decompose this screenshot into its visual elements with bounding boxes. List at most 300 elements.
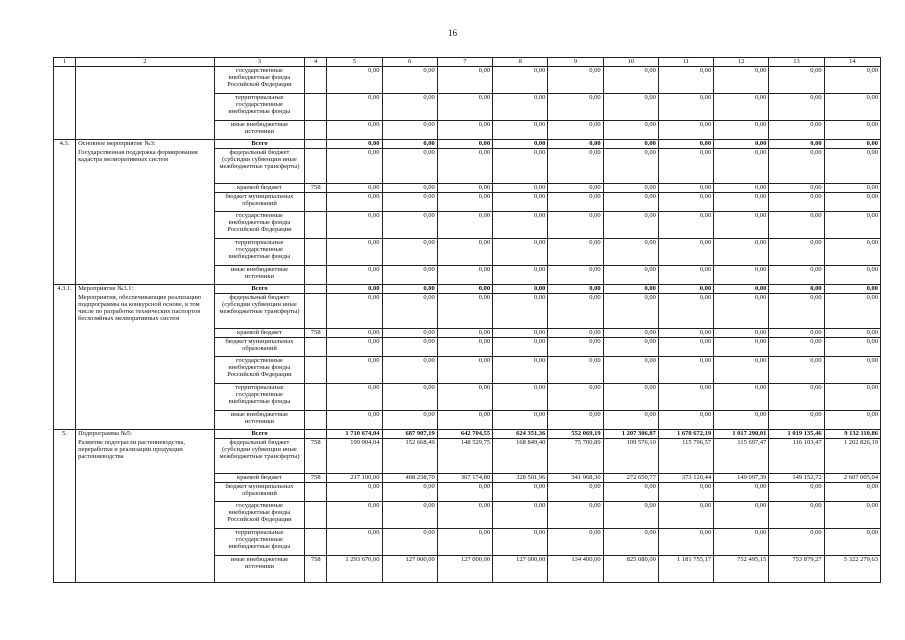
budget-code (305, 384, 327, 411)
value-col-11: 1 181 755,17 (658, 556, 713, 583)
value-col-7: 0,00 (437, 94, 492, 121)
row-number (54, 266, 76, 285)
value-col-14: 0,00 (824, 239, 880, 266)
row-number: 4.3.1. (54, 285, 76, 294)
budget-code (305, 149, 327, 184)
value-col-6: 0,00 (382, 184, 437, 193)
value-col-10: 0,00 (603, 94, 658, 121)
value-col-5: 0,00 (327, 411, 382, 430)
budget-code (305, 239, 327, 266)
value-col-12: 0,00 (714, 121, 769, 140)
table-row (54, 121, 881, 140)
value-col-11: 0,00 (658, 285, 713, 294)
table-row (54, 149, 881, 184)
value-col-6: 0,00 (382, 212, 437, 239)
row-name (76, 483, 215, 502)
value-col-11: 0,00 (658, 149, 713, 184)
budget-code (305, 430, 327, 439)
value-col-6: 687 907,19 (382, 430, 437, 439)
table-row (54, 294, 881, 329)
value-col-10: 0,00 (603, 483, 658, 502)
row-number (54, 483, 76, 502)
budget-code (305, 121, 327, 140)
value-col-6: 0,00 (382, 294, 437, 329)
value-col-5: 0,00 (327, 239, 382, 266)
value-col-8: 0,00 (493, 94, 548, 121)
value-col-9: 0,00 (548, 384, 603, 411)
row-number (54, 193, 76, 212)
row-number (54, 474, 76, 483)
row-number (54, 149, 76, 184)
value-col-8: 0,00 (493, 411, 548, 430)
value-col-8: 0,00 (493, 149, 548, 184)
value-col-6: 0,00 (382, 483, 437, 502)
row-name (76, 239, 215, 266)
value-col-14: 0,00 (824, 483, 880, 502)
value-col-13: 1 019 135,46 (769, 430, 824, 439)
value-col-9: 552 069,19 (548, 430, 603, 439)
value-col-14: 2 607 005,04 (824, 474, 880, 483)
value-col-14: 0,00 (824, 338, 880, 357)
funding-source: Всего (214, 430, 304, 439)
row-name (76, 184, 215, 193)
value-col-13: 0,00 (769, 329, 824, 338)
header-col-12: 12 (714, 58, 769, 67)
value-col-13: 0,00 (769, 94, 824, 121)
value-col-8: 0,00 (493, 140, 548, 149)
row-name (76, 556, 215, 583)
value-col-5: 0,00 (327, 193, 382, 212)
funding-source: территориальные государственные внебюджетные фонды (214, 529, 304, 556)
value-col-5: 0,00 (327, 94, 382, 121)
value-col-13: 753 879,27 (769, 556, 824, 583)
value-col-5: 0,00 (327, 285, 382, 294)
table-row (54, 439, 881, 474)
header-col-3: 3 (214, 58, 304, 67)
value-col-6: 0,00 (382, 338, 437, 357)
row-number (54, 94, 76, 121)
value-col-7: 0,00 (437, 384, 492, 411)
budget-code (305, 357, 327, 384)
value-col-13: 0,00 (769, 338, 824, 357)
value-col-12: 0,00 (714, 529, 769, 556)
value-col-12: 1 017 290,01 (714, 430, 769, 439)
table-row (54, 212, 881, 239)
value-col-5: 0,00 (327, 266, 382, 285)
value-col-11: 0,00 (658, 338, 713, 357)
value-col-12: 0,00 (714, 329, 769, 338)
value-col-14: 0,00 (824, 384, 880, 411)
value-col-5: 217 100,00 (327, 474, 382, 483)
value-col-14: 0,00 (824, 121, 880, 140)
header-col-14: 14 (824, 58, 880, 67)
value-col-14: 1 202 826,19 (824, 439, 880, 474)
value-col-14: 0,00 (824, 140, 880, 149)
table-body (54, 67, 881, 583)
value-col-5: 0,00 (327, 212, 382, 239)
value-col-9: 0,00 (548, 502, 603, 529)
value-col-7: 0,00 (437, 140, 492, 149)
row-number (54, 529, 76, 556)
value-col-14: 0,00 (824, 357, 880, 384)
funding-source: территориальные государственные внебюджетные фонды (214, 384, 304, 411)
value-col-8: 328 501,96 (493, 474, 548, 483)
budget-code (305, 193, 327, 212)
row-number (54, 338, 76, 357)
value-col-12: 0,00 (714, 483, 769, 502)
value-col-12: 0,00 (714, 285, 769, 294)
funding-source: бюджет муниципальных образований (214, 193, 304, 212)
value-col-10: 0,00 (603, 294, 658, 329)
value-col-7: 0,00 (437, 184, 492, 193)
value-col-9: 0,00 (548, 184, 603, 193)
value-col-8: 0,00 (493, 67, 548, 94)
value-col-6: 0,00 (382, 384, 437, 411)
value-col-5: 0,00 (327, 483, 382, 502)
header-col-2: 2 (76, 58, 215, 67)
value-col-9: 0,00 (548, 329, 603, 338)
value-col-9: 0,00 (548, 140, 603, 149)
row-name (76, 121, 215, 140)
row-number (54, 502, 76, 529)
value-col-8: 0,00 (493, 184, 548, 193)
value-col-7: 0,00 (437, 411, 492, 430)
row-number (54, 357, 76, 384)
value-col-14: 0,00 (824, 329, 880, 338)
value-col-10: 0,00 (603, 338, 658, 357)
row-number (54, 184, 76, 193)
value-col-9: 0,00 (548, 149, 603, 184)
value-col-14: 0,00 (824, 285, 880, 294)
value-col-13: 0,00 (769, 121, 824, 140)
value-col-11: 0,00 (658, 140, 713, 149)
header-col-6: 6 (382, 58, 437, 67)
value-col-14: 5 322 279,63 (824, 556, 880, 583)
value-col-6: 0,00 (382, 239, 437, 266)
value-col-13: 0,00 (769, 193, 824, 212)
value-col-13: 0,00 (769, 266, 824, 285)
value-col-5: 199 904,04 (327, 439, 382, 474)
budget-code (305, 94, 327, 121)
value-col-12: 0,00 (714, 140, 769, 149)
value-col-7: 0,00 (437, 338, 492, 357)
header-col-8: 8 (493, 58, 548, 67)
value-col-7: 0,00 (437, 502, 492, 529)
value-col-10: 109 576,10 (603, 439, 658, 474)
value-col-7: 0,00 (437, 266, 492, 285)
value-col-9: 0,00 (548, 294, 603, 329)
value-col-8: 0,00 (493, 502, 548, 529)
budget-code: 758 (305, 556, 327, 583)
value-col-14: 0,00 (824, 193, 880, 212)
row-number (54, 384, 76, 411)
table-row (54, 94, 881, 121)
funding-source: Всего (214, 140, 304, 149)
value-col-13: 0,00 (769, 384, 824, 411)
value-col-7: 0,00 (437, 212, 492, 239)
value-col-13: 0,00 (769, 212, 824, 239)
value-col-8: 624 351,36 (493, 430, 548, 439)
value-col-9: 0,00 (548, 212, 603, 239)
value-col-10: 0,00 (603, 384, 658, 411)
value-col-12: 0,00 (714, 184, 769, 193)
value-col-7: 0,00 (437, 357, 492, 384)
table-row (54, 411, 881, 430)
funding-source: государственные внебюджетные фонды Российской Федерации (214, 357, 304, 384)
row-number (54, 121, 76, 140)
value-col-5: 0,00 (327, 149, 382, 184)
budget-code (305, 338, 327, 357)
value-col-5: 0,00 (327, 384, 382, 411)
value-col-8: 127 000,00 (493, 556, 548, 583)
value-col-6: 0,00 (382, 329, 437, 338)
value-col-9: 0,00 (548, 285, 603, 294)
value-col-13: 0,00 (769, 239, 824, 266)
value-col-10: 0,00 (603, 121, 658, 140)
value-col-13: 0,00 (769, 149, 824, 184)
value-col-11: 0,00 (658, 121, 713, 140)
table-row (54, 338, 881, 357)
value-col-5: 0,00 (327, 67, 382, 94)
value-col-11: 0,00 (658, 94, 713, 121)
value-col-12: 0,00 (714, 338, 769, 357)
row-name: Государственная поддержка формирования кадастра мелиоративных систем (76, 149, 215, 184)
value-col-10: 0,00 (603, 212, 658, 239)
value-col-9: 0,00 (548, 357, 603, 384)
value-col-6: 0,00 (382, 193, 437, 212)
value-col-5: 0,00 (327, 184, 382, 193)
funding-source: государственные внебюджетные фонды Российской Федерации (214, 67, 304, 94)
funding-source: иные внебюджетные источники (214, 121, 304, 140)
budget-code (305, 140, 327, 149)
table-row (54, 474, 881, 483)
row-name (76, 338, 215, 357)
value-col-8: 0,00 (493, 338, 548, 357)
table-row (54, 239, 881, 266)
value-col-6: 152 668,49 (382, 439, 437, 474)
value-col-7: 367 174,80 (437, 474, 492, 483)
table-row (54, 140, 881, 149)
row-name: Основное мероприятие №3: (76, 140, 215, 149)
row-number (54, 212, 76, 239)
value-col-14: 0,00 (824, 94, 880, 121)
row-name: Мероприятие №3.1: (76, 285, 215, 294)
value-col-13: 0,00 (769, 529, 824, 556)
row-number: 5. (54, 430, 76, 439)
budget-code (305, 212, 327, 239)
value-col-11: 373 120,44 (658, 474, 713, 483)
value-col-14: 0,00 (824, 529, 880, 556)
row-name (76, 411, 215, 430)
value-col-6: 0,00 (382, 140, 437, 149)
value-col-5: 0,00 (327, 140, 382, 149)
table-header-row (54, 58, 881, 67)
value-col-14: 0,00 (824, 67, 880, 94)
value-col-10: 0,00 (603, 266, 658, 285)
funding-source: территориальные государственные внебюджетные фонды (214, 94, 304, 121)
value-col-10: 0,00 (603, 193, 658, 212)
value-col-12: 0,00 (714, 193, 769, 212)
budget-code (305, 529, 327, 556)
value-col-11: 0,00 (658, 184, 713, 193)
value-col-6: 0,00 (382, 285, 437, 294)
funding-source: краевой бюджет (214, 184, 304, 193)
value-col-13: 0,00 (769, 411, 824, 430)
funding-source: иные внебюджетные источники (214, 266, 304, 285)
budget-table (53, 57, 881, 583)
table-row (54, 483, 881, 502)
value-col-5: 0,00 (327, 502, 382, 529)
value-col-8: 0,00 (493, 121, 548, 140)
value-col-10: 1 207 306,87 (603, 430, 658, 439)
budget-code (305, 285, 327, 294)
value-col-5: 0,00 (327, 329, 382, 338)
budget-code: 758 (305, 184, 327, 193)
value-col-6: 0,00 (382, 266, 437, 285)
value-col-10: 0,00 (603, 149, 658, 184)
row-number (54, 294, 76, 329)
value-col-9: 0,00 (548, 411, 603, 430)
funding-source: федеральный бюджет (субсидии субвенции иные межбюджетные трансферты) (214, 439, 304, 474)
funding-source: федеральный бюджет (субсидии субвенции иные межбюджетные трансферты) (214, 294, 304, 329)
value-col-13: 0,00 (769, 67, 824, 94)
value-col-11: 0,00 (658, 502, 713, 529)
funding-source: иные внебюджетные источники (214, 411, 304, 430)
value-col-6: 127 000,00 (382, 556, 437, 583)
value-col-14: 0,00 (824, 212, 880, 239)
value-col-5: 0,00 (327, 529, 382, 556)
table-row (54, 67, 881, 94)
value-col-13: 149 152,72 (769, 474, 824, 483)
value-col-12: 0,00 (714, 294, 769, 329)
table-row (54, 430, 881, 439)
value-col-13: 0,00 (769, 140, 824, 149)
row-name (76, 193, 215, 212)
table-row (54, 384, 881, 411)
value-col-5: 0,00 (327, 294, 382, 329)
value-col-12: 0,00 (714, 384, 769, 411)
value-col-6: 0,00 (382, 529, 437, 556)
value-col-7: 148 529,75 (437, 439, 492, 474)
row-number (54, 67, 76, 94)
value-col-5: 1 293 670,00 (327, 556, 382, 583)
value-col-10: 0,00 (603, 411, 658, 430)
value-col-7: 0,00 (437, 121, 492, 140)
row-name (76, 474, 215, 483)
value-col-7: 0,00 (437, 67, 492, 94)
row-name (76, 329, 215, 338)
value-col-8: 0,00 (493, 266, 548, 285)
row-name (76, 212, 215, 239)
table-row (54, 556, 881, 583)
value-col-12: 0,00 (714, 212, 769, 239)
value-col-6: 0,00 (382, 67, 437, 94)
row-name (76, 384, 215, 411)
row-name: Подпрограмма №5: (76, 430, 215, 439)
value-col-11: 0,00 (658, 329, 713, 338)
value-col-11: 1 670 672,19 (658, 430, 713, 439)
value-col-10: 0,00 (603, 239, 658, 266)
value-col-10: 825 080,00 (603, 556, 658, 583)
value-col-9: 75 700,89 (548, 439, 603, 474)
value-col-11: 0,00 (658, 239, 713, 266)
value-col-10: 0,00 (603, 329, 658, 338)
funding-source: бюджет муниципальных образований (214, 338, 304, 357)
value-col-11: 0,00 (658, 212, 713, 239)
funding-source: бюджет муниципальных образований (214, 483, 304, 502)
table-row (54, 184, 881, 193)
budget-code (305, 502, 327, 529)
header-col-1: 1 (54, 58, 76, 67)
row-number (54, 556, 76, 583)
value-col-6: 0,00 (382, 357, 437, 384)
value-col-7: 0,00 (437, 294, 492, 329)
value-col-11: 0,00 (658, 357, 713, 384)
value-col-8: 0,00 (493, 384, 548, 411)
value-col-12: 0,00 (714, 67, 769, 94)
row-name (76, 266, 215, 285)
budget-code (305, 411, 327, 430)
value-col-5: 0,00 (327, 121, 382, 140)
value-col-9: 0,00 (548, 121, 603, 140)
value-col-6: 0,00 (382, 94, 437, 121)
row-number: 4.3. (54, 140, 76, 149)
value-col-7: 0,00 (437, 239, 492, 266)
value-col-9: 0,00 (548, 529, 603, 556)
value-col-8: 168 849,40 (493, 439, 548, 474)
value-col-11: 0,00 (658, 193, 713, 212)
value-col-12: 0,00 (714, 266, 769, 285)
value-col-5: 1 710 674,04 (327, 430, 382, 439)
value-col-10: 0,00 (603, 285, 658, 294)
value-col-12: 149 097,39 (714, 474, 769, 483)
value-col-8: 0,00 (493, 285, 548, 294)
row-number (54, 329, 76, 338)
page-number: 16 (448, 28, 457, 38)
value-col-9: 0,00 (548, 193, 603, 212)
budget-code: 758 (305, 474, 327, 483)
value-col-9: 134 400,00 (548, 556, 603, 583)
value-col-10: 0,00 (603, 67, 658, 94)
row-name (76, 529, 215, 556)
row-number (54, 439, 76, 474)
value-col-12: 752 495,15 (714, 556, 769, 583)
value-col-9: 0,00 (548, 266, 603, 285)
value-col-14: 0,00 (824, 294, 880, 329)
value-col-9: 0,00 (548, 239, 603, 266)
table-row (54, 266, 881, 285)
budget-code: 758 (305, 329, 327, 338)
funding-source: территориальные государственные внебюджетные фонды (214, 239, 304, 266)
row-name (76, 357, 215, 384)
value-col-9: 0,00 (548, 338, 603, 357)
value-col-9: 0,00 (548, 67, 603, 94)
value-col-8: 0,00 (493, 529, 548, 556)
value-col-14: 0,00 (824, 411, 880, 430)
value-col-8: 0,00 (493, 294, 548, 329)
budget-code (305, 266, 327, 285)
value-col-7: 0,00 (437, 329, 492, 338)
value-col-9: 0,00 (548, 94, 603, 121)
table-row (54, 357, 881, 384)
value-col-12: 0,00 (714, 411, 769, 430)
table-row (54, 193, 881, 212)
value-col-13: 116 103,47 (769, 439, 824, 474)
value-col-14: 0,00 (824, 149, 880, 184)
value-col-13: 0,00 (769, 184, 824, 193)
header-col-11: 11 (658, 58, 713, 67)
value-col-10: 0,00 (603, 357, 658, 384)
